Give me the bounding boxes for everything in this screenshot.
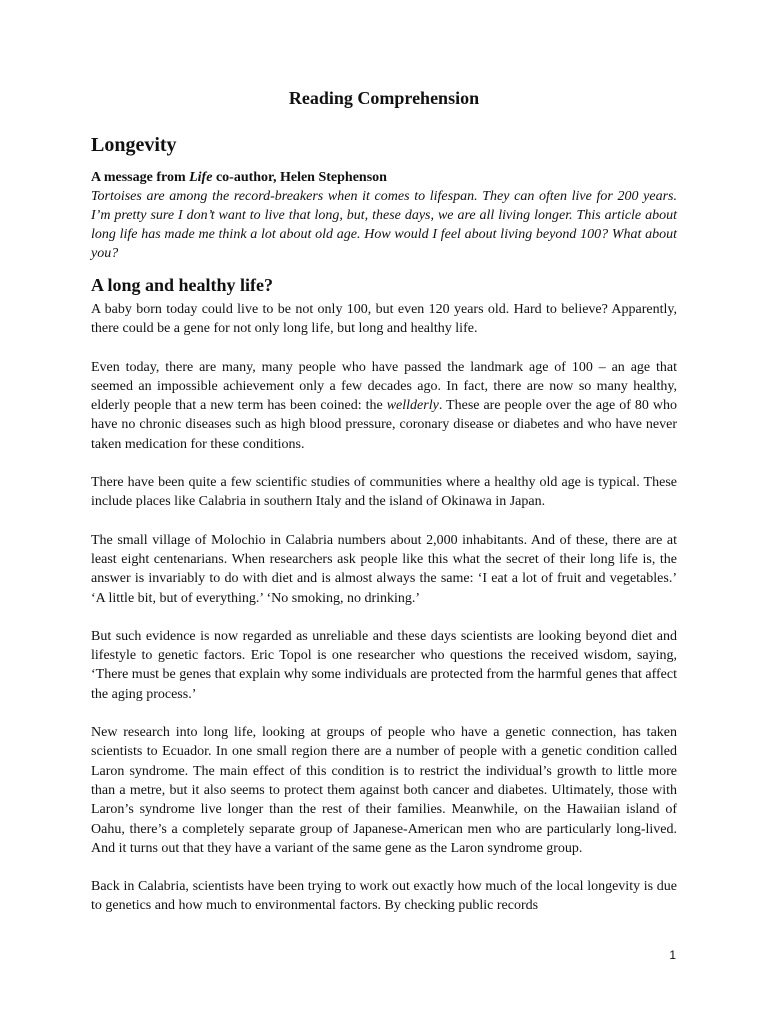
paragraph-1: A baby born today could live to be not only 100, but even 120 years old. Hard to believe? Apparently, there could be a gene for not only long life, but long and healthy life. xyxy=(91,302,677,337)
message-book-title: Life xyxy=(189,170,213,185)
paragraph-4: The small village of Molochio in Calabria numbers about 2,000 inhabitants. And of these, there are at least eight centenarians. When researchers ask people like this what the secret of their long life is, the answer is invariably to do with diet and is almost always the same: ‘I eat a lot of fruit and vegetables.’ ‘A little bit, but of everything.’ ‘No smoking, no drinking.’ xyxy=(91,532,677,606)
message-suffix: co-author, Helen Stephenson xyxy=(212,170,387,185)
paragraph-6: New research into long life, looking at groups of people who have a genetic connection, has taken scientists to Ecuador. In one small region there are a number of people with a genetic condition called Laron syndrome. The main effect of this condition is to restrict the individual’s growth to little more than a metre, but it also seems to protect them against both cancer and diabetes. Ultimately, those with Laron’s syndrome live longer than the rest of their families. Meanwhile, on the Hawaiian island of Oahu, there’s a completely separate group of Japanese-American men who are particularly long-lived. And it turns out that they have a variant of the same gene as the Laron syndrome group. xyxy=(91,725,677,856)
message-prefix: A message from xyxy=(91,170,190,185)
page-content xyxy=(91,86,677,935)
author-intro: Tortoises are among the record-breakers when it comes to lifespan. They can often live for 200 years. I’m pretty sure I don’t want to live that long, but, these days, we are all living longer. This article about long life has made me think a lot about old age. How would I feel about living beyond 100? What about you? xyxy=(91,189,677,261)
section-title: Longevity xyxy=(91,134,177,156)
paragraph-3: There have been quite a few scientific studies of communities where a healthy old age is typical. These include places like Calabria in southern Italy and the island of Okinawa in Japan. xyxy=(91,475,677,510)
document-title: Reading Comprehension xyxy=(288,88,480,108)
wellderly-term: wellderly xyxy=(386,398,439,414)
paragraph-7: Back in Calabria, scientists have been trying to work out exactly how much of the local longevity is due to genetics and how much to environmental factors. By checking public records xyxy=(91,879,677,914)
paragraph-2-part-2: . These are people over the age of 80 who have no chronic diseases such as high blood pressure, coronary disease or diabetes and who have never taken medication for these conditions. xyxy=(91,398,678,452)
paragraph-5: But such evidence is now regarded as unreliable and these days scientists are looking beyond diet and lifestyle to genetic factors. Eric Topol is one researcher who questions the received wisdom, saying, ‘There must be genes that explain why some individuals are protected from the harmful genes that affect the aging process.’ xyxy=(91,628,677,702)
paragraph-2 xyxy=(91,358,677,454)
paragraph-2-part-1: Even today, there are many, many people who have passed the landmark age of 100 – an age that seemed an impossible achievement only a few decades ago. In fact, there are now so many healthy, elderly people that a new term has been coined: the xyxy=(91,359,677,414)
page-number: 1 xyxy=(669,948,676,962)
article-subheading: A long and healthy life? xyxy=(91,275,274,295)
message-heading xyxy=(91,168,677,187)
